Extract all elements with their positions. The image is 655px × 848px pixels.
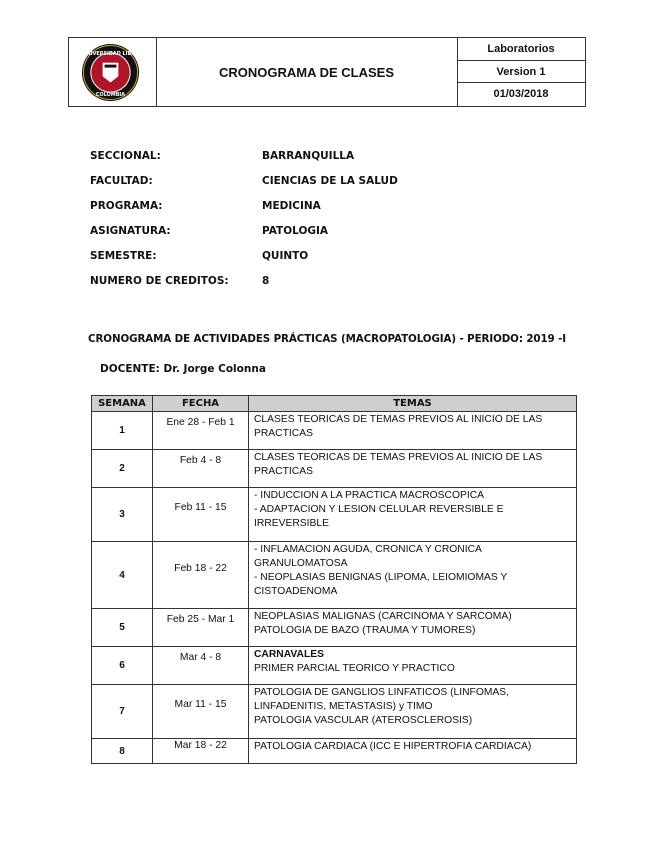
cell-semana: 8	[92, 739, 153, 764]
cell-fecha: Feb 11 - 15	[153, 488, 249, 542]
cell-fecha: Mar 4 - 8	[153, 647, 249, 685]
docente-label: DOCENTE: Dr. Jorge Colonna	[100, 363, 266, 375]
tema-line: - INDUCCION A LA PRACTICA MACROSCOPICA	[254, 490, 485, 501]
info-key: FACULTAD:	[90, 175, 153, 187]
cell-temas	[249, 739, 577, 764]
info-value: QUINTO	[262, 250, 309, 262]
schedule-subtitle: CRONOGRAMA DE ACTIVIDADES PRÁCTICAS (MACROPATOLOGIA) - PERIODO: 2019 -I	[88, 333, 566, 345]
document-meta	[457, 38, 585, 106]
table-row	[92, 739, 577, 764]
tema-line: PATOLOGIA DE GANGLIOS LINFATICOS (LINFOMAS,	[254, 687, 509, 698]
info-value: 8	[262, 275, 270, 287]
tema-line: PRACTICAS	[254, 466, 313, 477]
tema-line: CLASES TEORICAS DE TEMAS PREVIOS AL INICIO DE LAS	[254, 452, 543, 463]
cell-semana: 4	[92, 542, 153, 609]
tema-line: PRIMER PARCIAL TEORICO Y PRACTICO	[254, 663, 455, 674]
cell-temas	[249, 685, 577, 739]
cell-fecha: Mar 11 - 15	[153, 685, 249, 739]
cell-temas	[249, 609, 577, 647]
info-key: NUMERO DE CREDITOS:	[90, 275, 229, 287]
table-header-row	[92, 396, 577, 412]
cell-temas	[249, 412, 577, 450]
schedule-table	[91, 395, 577, 764]
cell-semana: 5	[92, 609, 153, 647]
header-temas: TEMAS	[249, 396, 577, 412]
header-semana: SEMANA	[92, 396, 153, 412]
tema-line: CISTOADENOMA	[254, 586, 338, 597]
logo-cell	[69, 38, 157, 106]
document-title: CRONOGRAMA DE CLASES	[156, 38, 458, 106]
tema-line-bold: CARNAVALES	[254, 649, 324, 660]
table-row	[92, 647, 577, 685]
tema-line: PRACTICAS	[254, 428, 313, 439]
cell-semana: 1	[92, 412, 153, 450]
table-row	[92, 609, 577, 647]
tema-line: PATOLOGIA VASCULAR (ATEROSCLEROSIS)	[254, 715, 473, 726]
date-label: 01/03/2018	[493, 88, 549, 101]
tema-line: - INFLAMACION AGUDA, CRONICA Y CRONICA	[254, 544, 482, 555]
table-row	[92, 412, 577, 450]
document-header	[68, 37, 586, 107]
info-key: SEMESTRE:	[90, 250, 157, 262]
dept-label: Laboratorios	[457, 38, 585, 61]
tema-line: GRANULOMATOSA	[254, 558, 348, 569]
tema-line: NEOPLASIAS MALIGNAS (CARCINOMA Y SARCOMA)	[254, 611, 512, 622]
tema-line: CLASES TEORICAS DE TEMAS PREVIOS AL INICIO DE LAS	[254, 414, 543, 425]
info-key: ASIGNATURA:	[90, 225, 171, 237]
table-row	[92, 542, 577, 609]
table-row	[92, 488, 577, 542]
table-row	[92, 450, 577, 488]
info-key: SECCIONAL:	[90, 150, 161, 162]
cell-fecha: Ene 28 - Feb 1	[153, 412, 249, 450]
table-row	[92, 685, 577, 739]
cell-temas	[249, 647, 577, 685]
cell-fecha: Feb 4 - 8	[153, 450, 249, 488]
logo-top-text: UNIVERSIDAD LIBRE	[82, 50, 139, 57]
cell-semana: 6	[92, 647, 153, 685]
tema-line: IRREVERSIBLE	[254, 518, 329, 529]
info-value: BARRANQUILLA	[262, 150, 355, 162]
university-logo	[81, 43, 140, 102]
cell-semana: 7	[92, 685, 153, 739]
cell-temas	[249, 450, 577, 488]
tema-line: LINFADENITIS, METASTASIS) y TIMO	[254, 701, 433, 712]
info-value: MEDICINA	[262, 200, 321, 212]
cell-temas	[249, 488, 577, 542]
logo-bottom-text: COLOMBIA	[95, 92, 126, 99]
tema-line: - ADAPTACION Y LESION CELULAR REVERSIBLE E	[254, 504, 504, 515]
tema-line: - NEOPLASIAS BENIGNAS (LIPOMA, LEIOMIOMAS Y	[254, 572, 508, 583]
cell-temas	[249, 542, 577, 609]
cell-semana: 3	[92, 488, 153, 542]
header-fecha: FECHA	[153, 396, 249, 412]
cell-fecha: Feb 25 - Mar 1	[153, 609, 249, 647]
version-label: Version 1	[457, 61, 585, 84]
info-value: PATOLOGIA	[262, 225, 329, 237]
tema-line: PATOLOGIA CARDIACA (ICC E HIPERTROFIA CARDIACA)	[254, 741, 532, 752]
cell-fecha: Mar 18 - 22	[153, 739, 249, 764]
info-value: CIENCIAS DE LA SALUD	[262, 175, 398, 187]
cell-fecha: Feb 18 - 22	[153, 542, 249, 609]
tema-line: PATOLOGIA DE BAZO (TRAUMA Y TUMORES)	[254, 625, 476, 636]
cell-semana: 2	[92, 450, 153, 488]
info-key: PROGRAMA:	[90, 200, 163, 212]
